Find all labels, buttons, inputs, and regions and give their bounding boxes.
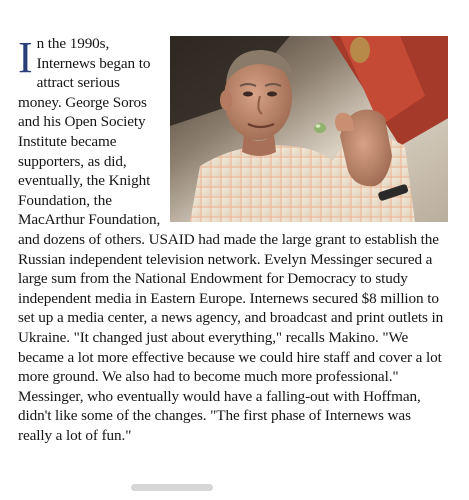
photo-man-holding-pill-icon [170, 36, 448, 222]
article-paragraph: n the 1990s, Internews began to attract serious money. George Soros and his Open Society Institute became supporters, as did, eventually, the Knight Foundation, the MacArthur Foundation, and dozens of others. USAID had made the large grant to establish the Russian independent television network. Evelyn Messinger secured a large sum from the National Endowment for Democracy to study independent media in Eastern Europe. Internews secured $8 million to set up a media center, a news agency, and broadcast and print outlets in Ukraine. "It changed just about everything," recalls Makino. "We became a lot more effective because we could hire staff and cover a lot more ground. We also had to become much more professional." Messinger, who eventually would have a falling-out with Hoffman, didn't like some of the changes. "The first phase of Internews was really a lot of fun." [18, 35, 444, 444]
drop-cap: I [18, 34, 33, 82]
home-indicator-bar[interactable] [131, 484, 213, 491]
article-photo [170, 36, 448, 222]
article-body [18, 34, 448, 474]
